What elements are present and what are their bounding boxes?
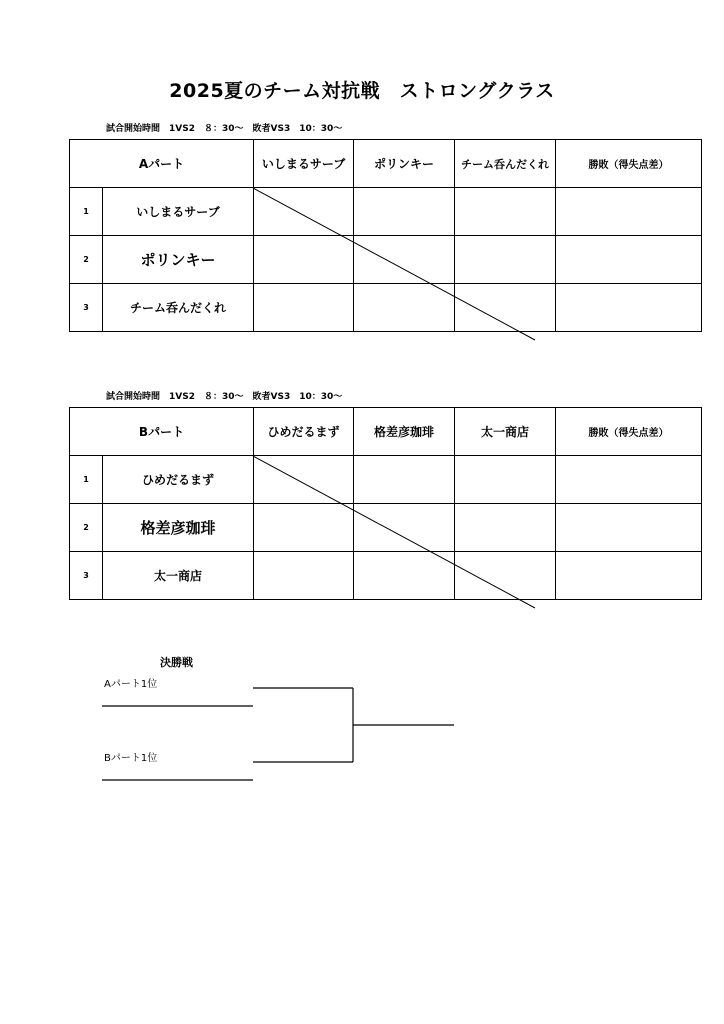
schedule-b: 試合開始時間 1VS2 ８：30～ 敗者VS3 10：30～ [106, 392, 343, 402]
result-header: 勝敗（得失点差） [556, 408, 702, 456]
column-header: チーム呑んだくれ [455, 140, 556, 188]
final-title: 決勝戦 [160, 656, 193, 669]
row-number: 2 [70, 504, 103, 552]
row-number: 2 [70, 236, 103, 284]
column-header: ひめだるまず [254, 408, 354, 456]
row-number: 1 [70, 188, 103, 236]
column-header: いしまるサーブ [254, 140, 354, 188]
column-header: ポリンキー [354, 140, 455, 188]
row-number: 3 [70, 284, 103, 332]
row-number: 3 [70, 552, 103, 600]
row-team: 太一商店 [103, 552, 254, 600]
part-label: Bパート [70, 408, 254, 456]
row-team: ポリンキー [103, 236, 254, 284]
part-label: Aパート [70, 140, 254, 188]
row-team: 格差彦珈琲 [103, 504, 254, 552]
row-team: いしまるサーブ [103, 188, 254, 236]
column-header: 格差彦珈琲 [354, 408, 455, 456]
row-number: 1 [70, 456, 103, 504]
column-header: 太一商店 [455, 408, 556, 456]
row-team: ひめだるまず [103, 456, 254, 504]
schedule-a: 試合開始時間 1VS2 ８：30～ 敗者VS3 10：30～ [106, 124, 343, 134]
page-title: 2025夏のチーム対抗戦 ストロングクラス [169, 80, 555, 102]
row-team: チーム呑んだくれ [103, 284, 254, 332]
final-slot-b-label: Bパート1位 [104, 753, 158, 764]
result-header: 勝敗（得失点差） [556, 140, 702, 188]
final-slot-a-label: Aパート1位 [104, 679, 158, 690]
